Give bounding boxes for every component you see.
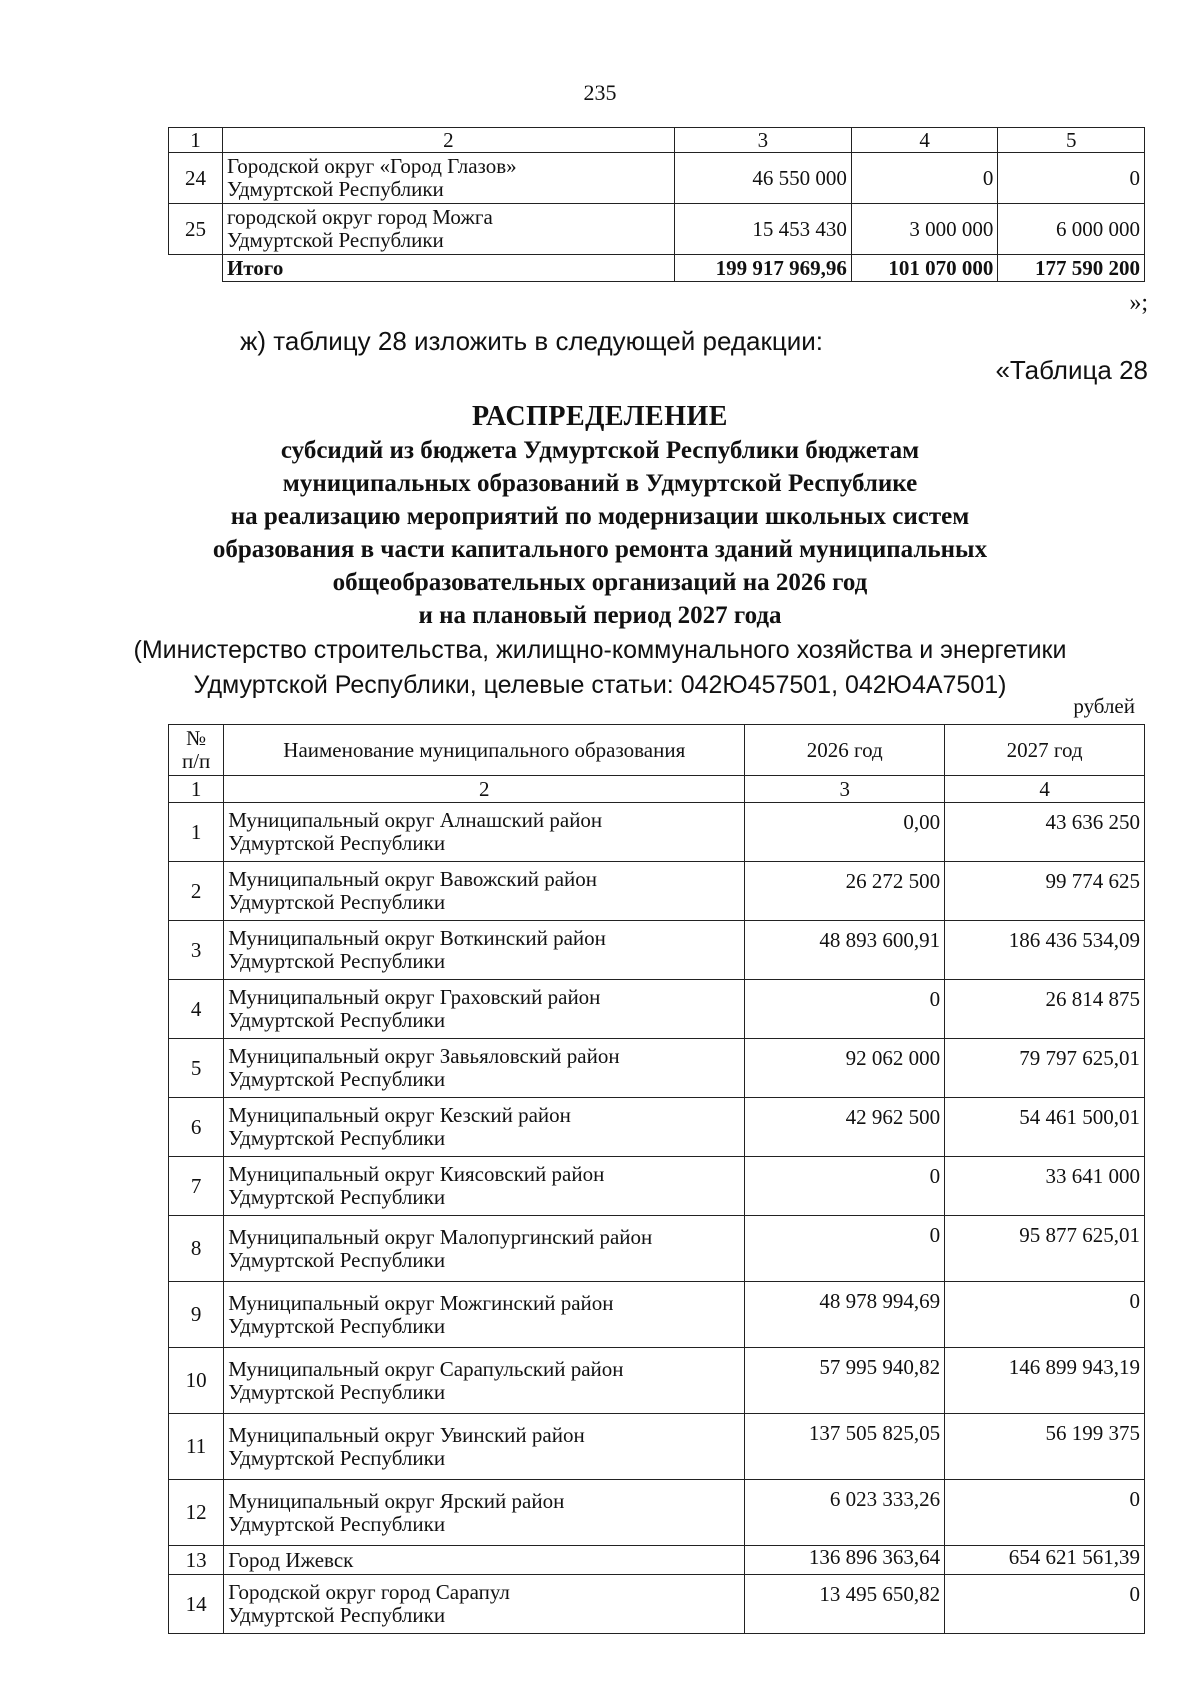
municipality-name	[224, 1282, 745, 1348]
name-line: Городской округ город Сарапул	[228, 1580, 510, 1604]
table-row	[169, 1414, 1145, 1480]
page-number: 235	[583, 80, 617, 105]
value-2027: 99 774 625	[945, 862, 1145, 921]
name-line: Город Ижевск	[228, 1547, 354, 1572]
municipality-name	[224, 921, 745, 980]
header-row	[169, 725, 1145, 776]
value-2027: 33 641 000	[945, 1157, 1145, 1216]
column-number: 4	[851, 128, 998, 153]
column-number: 3	[745, 776, 945, 803]
column-number: 3	[674, 128, 851, 153]
column-number: 1	[169, 776, 224, 803]
column-number: 4	[945, 776, 1145, 803]
row-number: 1	[169, 803, 224, 862]
name-line: Удмуртской Республики	[228, 1185, 446, 1209]
name-line: Удмуртской Республики	[228, 1067, 446, 1091]
municipality-name	[224, 1216, 745, 1282]
municipality-name	[224, 1575, 745, 1634]
column-number: 1	[169, 128, 223, 153]
subtitle-line: муниципальных образований в Удмуртской Республике	[282, 470, 918, 497]
subtitle-line: на реализацию мероприятий по модернизации школьных систем	[230, 503, 970, 530]
municipality-name	[224, 803, 745, 862]
name-line: Муниципальный округ Кезский район	[228, 1103, 571, 1127]
value-cell: 3 000 000	[851, 204, 998, 255]
municipality-name	[224, 980, 745, 1039]
name-line: Муниципальный округ Сарапульский район	[228, 1356, 624, 1381]
row-number: 11	[169, 1414, 224, 1480]
value-2027: 26 814 875	[945, 980, 1145, 1039]
value-2027: 654 621 561,39	[945, 1546, 1145, 1575]
municipality-name	[224, 1039, 745, 1098]
units-label: рублей	[1073, 694, 1135, 718]
value-cell: 15 453 430	[674, 204, 851, 255]
value-2026: 48 978 994,69	[745, 1282, 945, 1348]
subtitle-line: и на плановый период 2027 года	[418, 602, 782, 629]
name-line: Удмуртской Республики	[228, 1603, 446, 1627]
name-line: Удмуртской Республики	[228, 1379, 446, 1404]
table-label: «Таблица 28	[995, 355, 1148, 385]
instruction-text: ж) таблицу 28 изложить в следующей редакции:	[240, 326, 823, 356]
column-number-row	[169, 128, 1145, 153]
table-row	[169, 1157, 1145, 1216]
name-line: Городской округ «Город Глазов»	[226, 154, 517, 178]
value-cell: 0	[851, 153, 998, 204]
header-number	[169, 725, 224, 776]
name-line: Муниципальный округ Киясовский район	[228, 1162, 605, 1186]
title-block	[0, 400, 1200, 702]
name-line: Муниципальный округ Ярский район	[228, 1488, 565, 1513]
table-row	[169, 1546, 1145, 1575]
value-2026: 13 495 650,82	[745, 1575, 945, 1634]
row-number: 14	[169, 1575, 224, 1634]
value-2026: 42 962 500	[745, 1098, 945, 1157]
header-no-abbr: п/п	[181, 749, 211, 773]
name-line: Удмуртской Республики	[228, 1445, 446, 1470]
municipality-name	[224, 1348, 745, 1414]
row-number: 4	[169, 980, 224, 1039]
value-2026: 92 062 000	[745, 1039, 945, 1098]
value-2026: 0	[745, 980, 945, 1039]
table-row	[169, 980, 1145, 1039]
empty-cell	[169, 255, 223, 282]
row-number: 8	[169, 1216, 224, 1282]
table-row	[169, 1039, 1145, 1098]
name-line: Удмуртской Республики	[228, 890, 446, 914]
header-no-symbol: №	[186, 726, 207, 750]
value-2026: 48 893 600,91	[745, 921, 945, 980]
name-line: Муниципальный округ Вавожский район	[228, 867, 598, 891]
value-2026: 0,00	[745, 803, 945, 862]
table-row	[169, 1348, 1145, 1414]
value-2026: 6 023 333,26	[745, 1480, 945, 1546]
value-2027: 0	[945, 1575, 1145, 1634]
name-line: Муниципальный округ Увинский район	[228, 1422, 585, 1447]
row-number: 25	[169, 204, 223, 255]
row-number: 24	[169, 153, 223, 204]
value-2027: 0	[945, 1282, 1145, 1348]
value-2027: 186 436 534,09	[945, 921, 1145, 980]
table-row	[169, 803, 1145, 862]
name-line: Муниципальный округ Алнашский район	[228, 808, 603, 832]
name-line: Удмуртской Республики	[228, 1247, 446, 1272]
municipality-name	[224, 1546, 745, 1575]
value-cell: 6 000 000	[998, 204, 1145, 255]
municipality-name	[224, 1157, 745, 1216]
name-line: Удмуртской Республики	[228, 1008, 446, 1032]
value-2026: 26 272 500	[745, 862, 945, 921]
municipality-name	[222, 204, 674, 255]
value-2027: 79 797 625,01	[945, 1039, 1145, 1098]
ministry-note: (Министерство строительства, жилищно-коммунального хозяйства и энергетики	[133, 636, 1067, 664]
table-body	[169, 803, 1145, 1634]
table-row	[169, 1282, 1145, 1348]
name-line: Муниципальный округ Граховский район	[228, 985, 601, 1009]
value-2027: 95 877 625,01	[945, 1216, 1145, 1282]
value-2027: 0	[945, 1480, 1145, 1546]
table-row	[169, 862, 1145, 921]
document-title: РАСПРЕДЕЛЕНИЕ	[472, 401, 728, 432]
table-row	[169, 921, 1145, 980]
municipality-name	[222, 153, 674, 204]
table-row	[169, 204, 1145, 255]
value-cell: 46 550 000	[674, 153, 851, 204]
row-number: 5	[169, 1039, 224, 1098]
table-row	[169, 1216, 1145, 1282]
value-2027: 43 636 250	[945, 803, 1145, 862]
value-2026: 0	[745, 1157, 945, 1216]
name-line: Удмуртской Республики	[228, 1126, 446, 1150]
name-line: Удмуртской Республики	[226, 177, 444, 201]
table-row	[169, 153, 1145, 204]
name-line: Удмуртской Республики	[228, 1313, 446, 1338]
total-row	[169, 255, 1145, 282]
previous-table	[168, 127, 1145, 282]
table-row	[169, 1480, 1145, 1546]
value-2026: 0	[745, 1216, 945, 1282]
value-2026: 57 995 940,82	[745, 1348, 945, 1414]
name-line: городской округ город Можга	[226, 205, 493, 229]
row-number: 2	[169, 862, 224, 921]
table-row	[169, 1575, 1145, 1634]
row-number: 13	[169, 1546, 224, 1575]
table-row	[169, 1098, 1145, 1157]
value-2026: 137 505 825,05	[745, 1414, 945, 1480]
total-value: 199 917 969,96	[674, 255, 851, 282]
name-line: Удмуртской Республики	[228, 949, 446, 973]
total-value: 101 070 000	[851, 255, 998, 282]
closing-quote: »;	[1129, 290, 1148, 316]
subtitle-line: образования в части капитального ремонта зданий муниципальных	[212, 536, 988, 563]
total-value: 177 590 200	[998, 255, 1145, 282]
municipality-name	[224, 862, 745, 921]
municipality-name	[224, 1098, 745, 1157]
distribution-table	[168, 724, 1145, 1634]
name-line: Удмуртской Республики	[228, 831, 446, 855]
ministry-note: Удмуртской Республики, целевые статьи: 042Ю457501, 042Ю4А7501)	[193, 671, 1007, 699]
header-2026: 2026 год	[745, 725, 945, 776]
name-line: Муниципальный округ Малопургинский район	[228, 1224, 653, 1249]
row-number: 6	[169, 1098, 224, 1157]
row-number: 10	[169, 1348, 224, 1414]
value-2027: 54 461 500,01	[945, 1098, 1145, 1157]
value-2027: 56 199 375	[945, 1414, 1145, 1480]
header-2027: 2027 год	[945, 725, 1145, 776]
column-number: 2	[224, 776, 745, 803]
row-number: 3	[169, 921, 224, 980]
value-2027: 146 899 943,19	[945, 1348, 1145, 1414]
name-line: Удмуртской Республики	[228, 1511, 446, 1536]
row-number: 12	[169, 1480, 224, 1546]
value-cell: 0	[998, 153, 1145, 204]
total-label: Итого	[222, 255, 674, 282]
name-line: Муниципальный округ Воткинский район	[228, 926, 606, 950]
column-number-row	[169, 776, 1145, 803]
value-2026: 136 896 363,64	[745, 1546, 945, 1575]
name-line: Муниципальный округ Можгинский район	[228, 1290, 614, 1315]
subtitle-line: субсидий из бюджета Удмуртской Республики бюджетам	[280, 437, 920, 464]
column-number: 5	[998, 128, 1145, 153]
subtitle-line: общеобразовательных организаций на 2026 год	[332, 569, 868, 596]
name-line: Муниципальный округ Завьяловский район	[228, 1044, 620, 1068]
row-number: 7	[169, 1157, 224, 1216]
municipality-name	[224, 1480, 745, 1546]
header-name: Наименование муниципального образования	[224, 725, 745, 776]
column-number: 2	[222, 128, 674, 153]
municipality-name	[224, 1414, 745, 1480]
name-line: Удмуртской Республики	[226, 228, 444, 252]
row-number: 9	[169, 1282, 224, 1348]
